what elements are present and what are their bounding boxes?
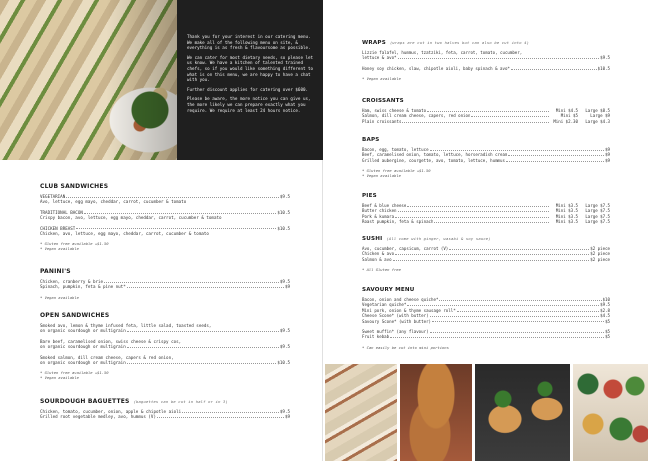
intro-paragraph: Thank you for your interest in our catering menu. We make all of the following menu on site, & everything is as fresh & flavoursome as possible. [187, 34, 311, 51]
menu-item: Vegetarian quiche* $9.5 [362, 302, 610, 308]
sushi-section [362, 236, 610, 272]
footnote: * Vegan available [362, 76, 401, 82]
baps-section [362, 137, 610, 178]
menu-item: Pork & kumara Mini $3.5 Large $7.5 [362, 213, 610, 219]
section-note: (All come with ginger, wasabi & soy sauce) [386, 236, 491, 241]
menu-item: Savoury Scone* (with butter) $5 [362, 318, 610, 324]
left-page [0, 0, 323, 461]
baguettes-section [40, 398, 290, 420]
menu-item: Bacon, egg, tomato, lettuce $9 [362, 147, 610, 152]
savoury-menu-section [362, 287, 610, 350]
intro-panel [177, 0, 323, 160]
footnote: * Can easily be cut into mini portions [362, 344, 449, 350]
menu-item: Ham, swiss cheese & tomato Mini $4.5 Large $8.5 [362, 108, 610, 113]
menu-item: lettuce & avo* $9.5 [362, 55, 610, 61]
footnote: * Vegan available [40, 375, 79, 381]
menu-item: Sweet muffin* (any flavour) $5 [362, 329, 610, 335]
food-photo-pies [475, 364, 570, 461]
section-note: (baguettes can be cut in half or in 3) [133, 399, 229, 404]
club-sandwiches-section [40, 183, 290, 251]
menu-item-desc: Bare beef, caramelised onion, swiss cheese & crispy cos, [40, 338, 182, 344]
menu-item-desc: Chicken, avo, lettuce, egg mayo, cheddar, carrot, cucumber & tomato [40, 231, 209, 237]
menu-item: CHICKEN BREAST $10.5 [40, 225, 290, 231]
menu-item: Chicken, tomato, cucumber, onion, apple & chipotle aioli $9.5 [40, 409, 290, 414]
menu-item: Spinach, pumpkin, feta & pine nut* $9 [40, 284, 290, 290]
croissants-section [362, 98, 610, 124]
section-title: PANINI'S [40, 268, 71, 275]
intro-paragraph: We can cater for most dietary needs, so please let us know. We have a kitchen of talented trained chefs, so if you would like something different to what is on this menu, we are happy to have a chat with you. [187, 54, 314, 83]
section-title: CLUB SANDWICHES [40, 183, 109, 190]
menu-item: on organic sourdough or multigrain $9.5 [40, 344, 290, 350]
menu-item: Salmon, dill cream cheese, capers, red onion Mini $5 Large $9 [362, 113, 610, 119]
food-photo-sandwiches [325, 364, 397, 461]
menu-item: Chicken & avo $2 piece [362, 251, 610, 257]
menu-item: Plain croissants Mini $2.30 Large $4.3 [362, 118, 610, 124]
menu-item: Mini pork, onion & thyme sausage roll* $2.8 [362, 307, 610, 313]
menu-item: Fruit kebab $5 [362, 334, 610, 340]
footnote: * Vegan available [40, 294, 79, 300]
intro-paragraph: Further discount applies for catering over $600. [187, 86, 309, 92]
footnote: * Gluten free available +$1.50 [40, 370, 109, 376]
menu-item-desc: Avo, lettuce, egg mayo, cheddar, carrot, cucumber & tomato [40, 199, 187, 205]
menu-item: Honey soy chicken, slaw, chipotle aioli, baby spinach & avo* $10.5 [362, 65, 610, 71]
menu-item: Grilled root vegetable medley, avo, hummus (V) $9 [40, 414, 290, 420]
food-photo-sandwich-platter [0, 0, 177, 160]
section-title: SAVOURY MENU [362, 287, 415, 293]
section-title: PIES [362, 193, 377, 199]
food-photos-strip [325, 364, 648, 461]
intro-paragraph: Please be aware, the more notice you can give us, the more likely we can prepare exactly what you require. We require at least 24 hours notice. [187, 96, 311, 113]
section-title: OPEN SANDWICHES [40, 312, 110, 319]
section-title: WRAPS (wraps are cut in two halves but can also be cut into 4) [362, 40, 530, 46]
food-photo-wraps [573, 364, 648, 461]
section-title: CROISSANTS [362, 98, 404, 104]
menu-item: on organic sourdough or multigrain $10.5 [40, 360, 290, 366]
open-sandwiches-section [40, 312, 290, 380]
food-photo-croissants [400, 364, 472, 461]
menu-item: Beef, caramelised onion, tomato, lettuce, horseradish cream $9 [362, 152, 610, 158]
menu-item: Bacon, onion and cheese quiche* $10 [362, 297, 610, 302]
footnote: * All Gluten free [362, 267, 401, 273]
menu-item-desc: Smoked salmon, dill cream cheese, capers & red onion, [40, 354, 174, 360]
menu-item: Grilled aubergine, courgette, avo, tomato, lettuce, hummus $9 [362, 157, 610, 163]
menu-item: Roast pumpkin, feta & spinach Mini $3.5 Large $7.5 [362, 219, 610, 225]
menu-item: Butter chicken Mini $3.5 Large $7.5 [362, 208, 610, 214]
section-title: SUSHI (All come with ginger, wasabi & soy sauce) [362, 236, 491, 242]
section-title: SOURDOUGH BAGUETTES (baguettes can be cut in half or in 3) [40, 398, 229, 405]
menu-item: TRADITIONAL BACON $10.5 [40, 209, 290, 215]
menu-item-desc: Crispy bacon, avo, lettuce, egg mayo, cheddar, carrot, cucumber & tomato [40, 215, 222, 221]
section-note: (wraps are cut in two halves but can also be cut into 4) [389, 40, 530, 45]
menu-item: Cheese Scone* (with butter) $4.5 [362, 313, 610, 319]
menu-item: Chicken, cranberry & brie $9.5 [40, 279, 290, 284]
menu-item: VEGETARIAN $9.5 [40, 194, 290, 199]
menu-item: Beef & blue cheese Mini $3.5 Large $7.5 [362, 203, 610, 208]
footnote: * Vegan available [362, 173, 401, 179]
section-title: BAPS [362, 137, 380, 143]
footnote: * Gluten free available +$1.50 [362, 168, 431, 174]
menu-item: Salmon & avo $2 piece [362, 256, 610, 262]
menu-item-desc: Lizzie falafel, hummus, tzatziki, feta, carrot, tomato, cucumber, [362, 50, 523, 55]
menu-item: Avo, cucumber, capsicum, carrot (V) $2 piece [362, 246, 610, 251]
footnote: * Gluten free available +$1.50 [40, 241, 109, 247]
paninis-section [40, 268, 290, 300]
wraps-section [362, 40, 610, 81]
menu-item-desc: Smoked avo, lemon & thyme infused feta, little salad, toasted seeds, [40, 323, 212, 328]
footnote: * Vegan available [40, 246, 79, 252]
pies-section [362, 193, 610, 225]
menu-item: on organic sourdough or multigrain $9.5 [40, 328, 290, 334]
